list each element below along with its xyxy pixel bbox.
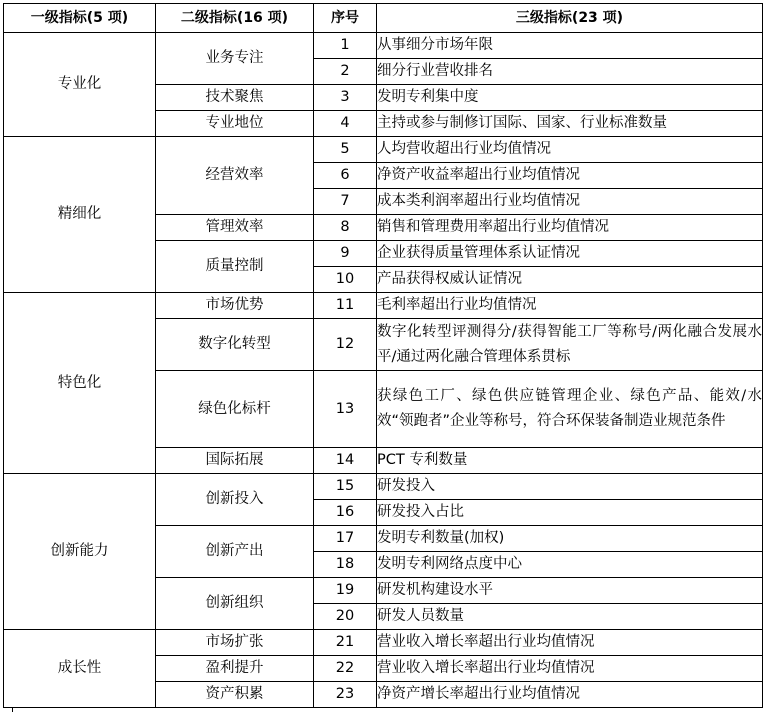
header-level1: 一级指标(5 项) <box>4 4 156 33</box>
row-number: 16 <box>314 500 377 526</box>
level2-cell: 盈利提升 <box>156 656 314 682</box>
row-number: 11 <box>314 293 377 319</box>
level3-cell: 研发机构建设水平 <box>377 578 763 604</box>
row-number: 10 <box>314 267 377 293</box>
level3-cell: 研发投入 <box>377 474 763 500</box>
header-number: 序号 <box>314 4 377 33</box>
indicator-table <box>3 3 763 708</box>
table-row <box>4 630 763 656</box>
table-row <box>4 33 763 59</box>
level3-cell: 净资产增长率超出行业均值情况 <box>377 682 763 708</box>
header-row <box>4 4 763 33</box>
level2-cell: 国际拓展 <box>156 448 314 474</box>
level3-cell: 人均营收超出行业均值情况 <box>377 137 763 163</box>
level2-cell: 经营效率 <box>156 137 314 215</box>
row-number: 13 <box>314 371 377 448</box>
row-number: 18 <box>314 552 377 578</box>
table-row <box>4 474 763 500</box>
row-number: 14 <box>314 448 377 474</box>
level3-cell: 获绿色工厂、绿色供应链管理企业、绿色产品、能效/水效“领跑者”企业等称号，符合环保装备制造业规范条件 <box>377 371 763 448</box>
level3-cell: 发明专利网络点度中心 <box>377 552 763 578</box>
row-number: 7 <box>314 189 377 215</box>
row-number: 2 <box>314 59 377 85</box>
row-number: 4 <box>314 111 377 137</box>
level2-cell: 创新投入 <box>156 474 314 526</box>
level3-cell: 研发投入占比 <box>377 500 763 526</box>
level3-cell: 成本类利润率超出行业均值情况 <box>377 189 763 215</box>
level3-cell: 销售和管理费用率超出行业均值情况 <box>377 215 763 241</box>
row-number: 1 <box>314 33 377 59</box>
level2-cell: 创新组织 <box>156 578 314 630</box>
level3-cell: 净资产收益率超出行业均值情况 <box>377 163 763 189</box>
level3-cell: 毛利率超出行业均值情况 <box>377 293 763 319</box>
level2-cell: 绿色化标杆 <box>156 371 314 448</box>
level3-cell: 研发人员数量 <box>377 604 763 630</box>
header-level3: 三级指标(23 项) <box>377 4 763 33</box>
level3-cell: 营业收入增长率超出行业均值情况 <box>377 656 763 682</box>
row-number: 22 <box>314 656 377 682</box>
level2-cell: 创新产出 <box>156 526 314 578</box>
level2-cell: 资产积累 <box>156 682 314 708</box>
level1-cell: 精细化 <box>4 137 156 293</box>
level2-cell: 市场优势 <box>156 293 314 319</box>
row-number: 12 <box>314 319 377 371</box>
paragraph-mark <box>12 707 13 712</box>
level2-cell: 数字化转型 <box>156 319 314 371</box>
row-number: 6 <box>314 163 377 189</box>
row-number: 8 <box>314 215 377 241</box>
level3-cell: 细分行业营收排名 <box>377 59 763 85</box>
level2-cell: 质量控制 <box>156 241 314 293</box>
level2-cell: 技术聚焦 <box>156 85 314 111</box>
level3-cell: 营业收入增长率超出行业均值情况 <box>377 630 763 656</box>
level2-cell: 业务专注 <box>156 33 314 85</box>
row-number: 23 <box>314 682 377 708</box>
level2-cell: 管理效率 <box>156 215 314 241</box>
table-row <box>4 293 763 319</box>
header-level2: 二级指标(16 项) <box>156 4 314 33</box>
level2-cell: 市场扩张 <box>156 630 314 656</box>
row-number: 20 <box>314 604 377 630</box>
row-number: 5 <box>314 137 377 163</box>
row-number: 9 <box>314 241 377 267</box>
level3-cell: 发明专利集中度 <box>377 85 763 111</box>
level3-cell: PCT 专利数量 <box>377 448 763 474</box>
level1-cell: 创新能力 <box>4 474 156 630</box>
table-row <box>4 137 763 163</box>
level3-cell: 企业获得质量管理体系认证情况 <box>377 241 763 267</box>
row-number: 15 <box>314 474 377 500</box>
row-number: 19 <box>314 578 377 604</box>
level1-cell: 成长性 <box>4 630 156 708</box>
level3-cell: 从事细分市场年限 <box>377 33 763 59</box>
level3-cell: 主持或参与制修订国际、国家、行业标准数量 <box>377 111 763 137</box>
level3-cell: 数字化转型评测得分/获得智能工厂等称号/两化融合发展水平/通过两化融合管理体系贯标 <box>377 319 763 371</box>
row-number: 21 <box>314 630 377 656</box>
level3-cell: 产品获得权威认证情况 <box>377 267 763 293</box>
level1-cell: 特色化 <box>4 293 156 474</box>
level1-cell: 专业化 <box>4 33 156 137</box>
level3-cell: 发明专利数量(加权) <box>377 526 763 552</box>
row-number: 3 <box>314 85 377 111</box>
level2-cell: 专业地位 <box>156 111 314 137</box>
row-number: 17 <box>314 526 377 552</box>
